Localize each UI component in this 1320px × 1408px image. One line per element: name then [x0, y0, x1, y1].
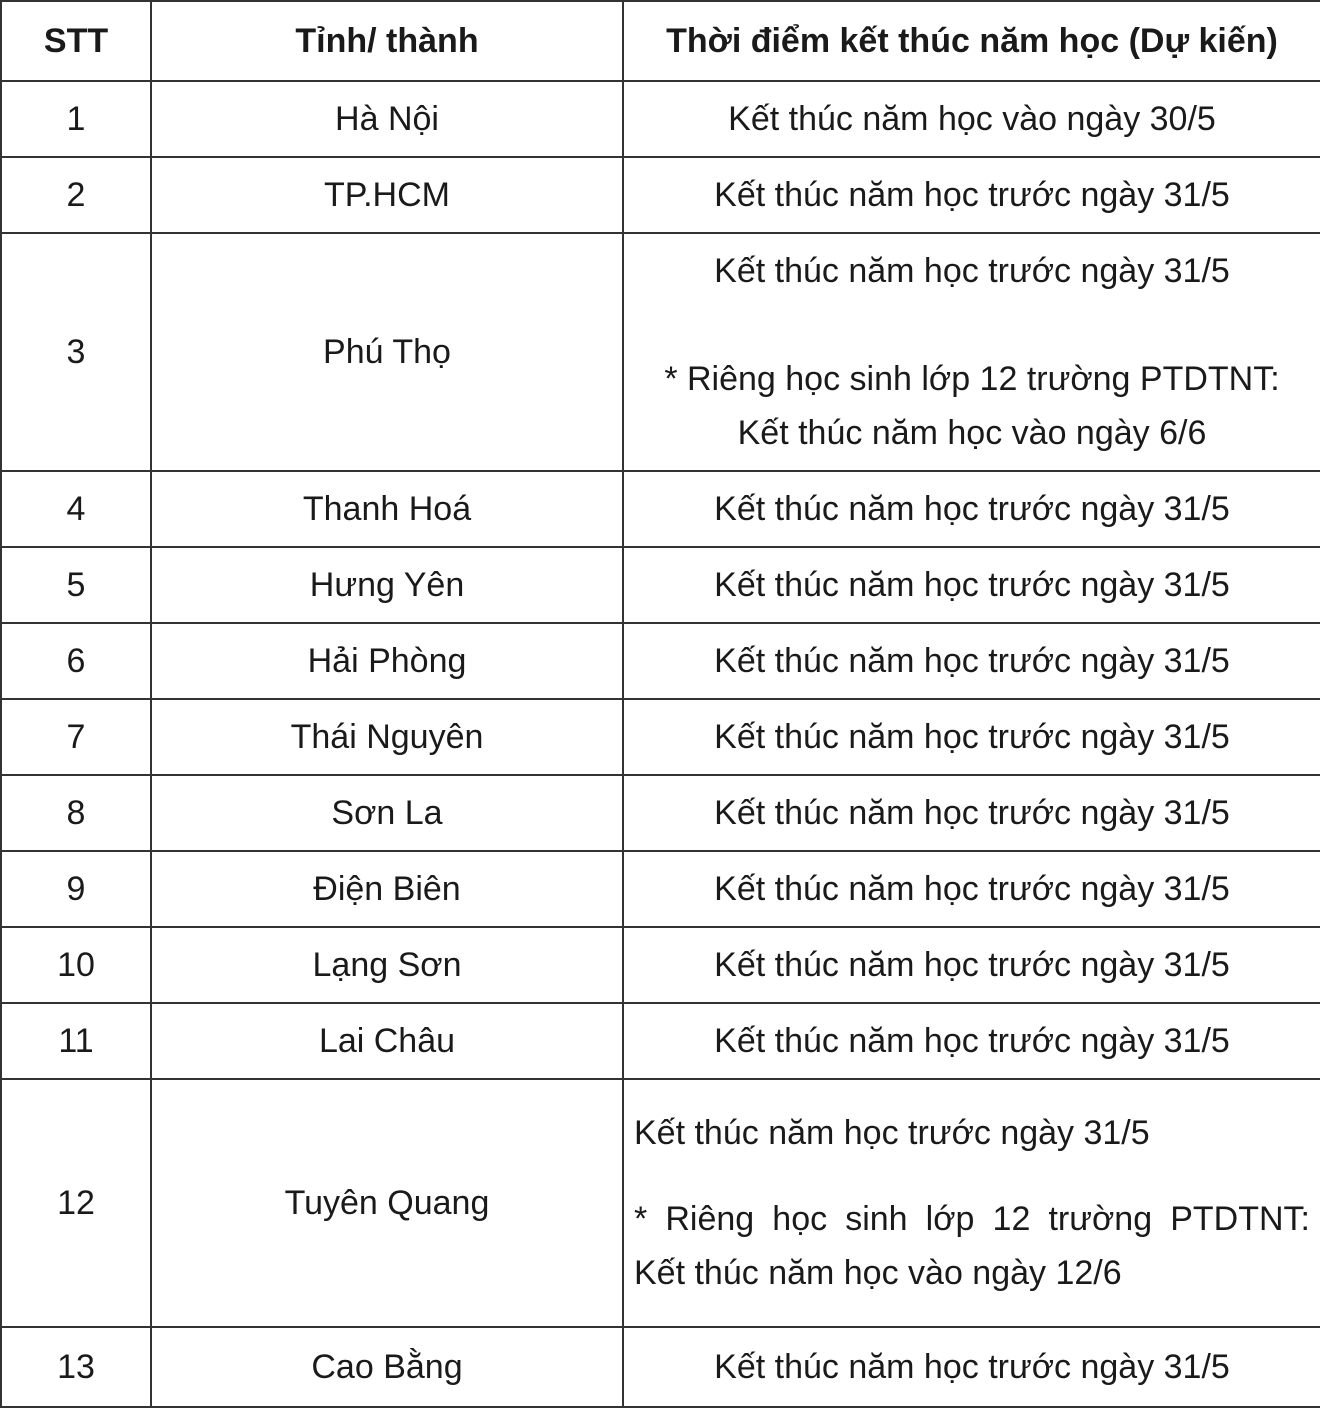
end-time-cell: Kết thúc năm học trước ngày 31/5: [623, 1327, 1320, 1407]
end-time-note: * Riêng học sinh lớp 12 trường PTDTNT:: [664, 360, 1280, 398]
end-time-cell: [623, 233, 1320, 471]
table-row: [1, 81, 1320, 157]
end-time-cell: Kết thúc năm học trước ngày 31/5: [623, 851, 1320, 927]
stt-cell: 5: [1, 547, 151, 623]
table-row: [1, 699, 1320, 775]
stt-cell: 2: [1, 157, 151, 233]
end-time-note-date: Kết thúc năm học vào ngày 6/6: [737, 414, 1207, 452]
table-row: [1, 233, 1320, 471]
stt-cell: 1: [1, 81, 151, 157]
end-time-line: Kết thúc năm học trước ngày 31/5: [634, 1114, 1150, 1152]
stt-cell: 9: [1, 851, 151, 927]
table-row: [1, 623, 1320, 699]
end-time-cell: Kết thúc năm học trước ngày 31/5: [623, 927, 1320, 1003]
stt-cell: 6: [1, 623, 151, 699]
end-time-cell: [623, 1079, 1320, 1327]
header-province: Tỉnh/ thành: [151, 1, 623, 81]
end-time-note: * Riêng học sinh lớp 12 trường PTDTNT:: [634, 1200, 1310, 1238]
province-cell: Điện Biên: [151, 851, 623, 927]
end-time-cell: Kết thúc năm học trước ngày 31/5: [623, 1003, 1320, 1079]
province-cell: Hải Phòng: [151, 623, 623, 699]
province-cell: Cao Bằng: [151, 1327, 623, 1407]
province-cell: Tuyên Quang: [151, 1079, 623, 1327]
header-stt: STT: [1, 1, 151, 81]
table-row: [1, 1079, 1320, 1327]
province-cell: Thái Nguyên: [151, 699, 623, 775]
table-header-row: [1, 1, 1320, 81]
end-time-cell: Kết thúc năm học trước ngày 31/5: [623, 775, 1320, 851]
province-cell: Hà Nội: [151, 81, 623, 157]
province-cell: Sơn La: [151, 775, 623, 851]
table-row: [1, 775, 1320, 851]
stt-cell: 8: [1, 775, 151, 851]
end-time-cell: Kết thúc năm học trước ngày 31/5: [623, 157, 1320, 233]
table-row: [1, 157, 1320, 233]
province-cell: Hưng Yên: [151, 547, 623, 623]
table-row: [1, 1327, 1320, 1407]
line-gap: [632, 298, 1312, 352]
province-cell: Thanh Hoá: [151, 471, 623, 547]
stt-cell: 13: [1, 1327, 151, 1407]
end-time-cell: Kết thúc năm học trước ngày 31/5: [623, 547, 1320, 623]
table-row: [1, 927, 1320, 1003]
end-time-cell: Kết thúc năm học trước ngày 31/5: [623, 471, 1320, 547]
end-time-cell: Kết thúc năm học vào ngày 30/5: [623, 81, 1320, 157]
province-cell: Lạng Sơn: [151, 927, 623, 1003]
table-row: [1, 547, 1320, 623]
end-time-note-date: Kết thúc năm học vào ngày 12/6: [634, 1254, 1122, 1292]
stt-cell: 3: [1, 233, 151, 471]
table-row: [1, 851, 1320, 927]
line-gap: [634, 1160, 1310, 1192]
stt-cell: 7: [1, 699, 151, 775]
stt-cell: 11: [1, 1003, 151, 1079]
stt-cell: 10: [1, 927, 151, 1003]
end-time-cell: Kết thúc năm học trước ngày 31/5: [623, 699, 1320, 775]
province-cell: Phú Thọ: [151, 233, 623, 471]
stt-cell: 4: [1, 471, 151, 547]
end-time-cell: Kết thúc năm học trước ngày 31/5: [623, 623, 1320, 699]
stt-cell: 12: [1, 1079, 151, 1327]
header-end-time: Thời điểm kết thúc năm học (Dự kiến): [623, 1, 1320, 81]
table-row: [1, 1003, 1320, 1079]
end-time-line: Kết thúc năm học trước ngày 31/5: [714, 252, 1230, 290]
table-row: [1, 471, 1320, 547]
province-cell: Lai Châu: [151, 1003, 623, 1079]
province-cell: TP.HCM: [151, 157, 623, 233]
